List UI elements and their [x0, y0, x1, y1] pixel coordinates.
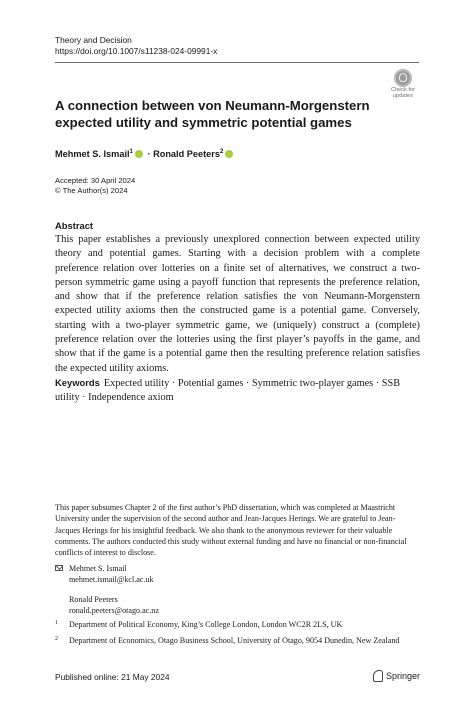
journal-name: Theory and Decision [55, 35, 132, 45]
author-separator: · [147, 149, 151, 159]
keywords-label: Keywords [55, 377, 100, 388]
title-footnote: This paper subsumes Chapter 2 of the first author’s PhD dissertation, which was completed at Maastricht University under the supervision of the second author and Jean-Jacques Herings. We are grateful to Jean-Jacques Herings for his insightful feedback. We also thank to the anonymous reviewer for their valuable comments. The authors conducted this study without external funding and have no financial or non-financial conflicts of interest to disclose. [55, 503, 407, 558]
published-online-date: Published online: 21 May 2024 [55, 672, 170, 682]
check-for-updates-badge[interactable] [386, 69, 420, 101]
affiliation-number: 1 [55, 620, 58, 626]
orcid-icon[interactable] [135, 150, 143, 158]
copyright-line: © The Author(s) 2024 [55, 186, 128, 195]
contact-email[interactable]: ronald.peeters@otago.ac.nz [69, 605, 159, 615]
check-for-updates-icon [394, 69, 412, 87]
abstract-text: This paper establishes a previously unexplored connection between expected utility theory and potential games. Starting with a decision problem with a complete preference relation over lotteries on a finite set of alternatives, we construct a two-person symmetric game using a payoff function that represents the preference relation, and show that if the preference relation satisfies the von Neumann-Morgenstern expected utility axioms then the constructed game is a potential game. Conversely, starting with a two-player symmetric game, we (uniquely) construct a (complete) preference relation over the lotteries using the first player’s payoffs in the game, and show that if the game is a potential game then the resulting preference relation satisfies the expected utility axioms. [55, 234, 420, 374]
affiliation-number: 2 [55, 636, 58, 642]
springer-logo[interactable] [373, 669, 423, 685]
envelope-icon [55, 565, 63, 571]
publisher-name: Springer [386, 671, 421, 681]
affiliation [55, 619, 420, 630]
affiliation [55, 635, 420, 646]
springer-horse-icon [373, 670, 383, 682]
author-affiliation-mark: 1 [129, 149, 133, 155]
keywords-list: Expected utility · Potential games · Symmetric two-player games · SSB utility · Independence axiom [55, 378, 401, 404]
author-name: Ronald Peeters [153, 149, 220, 159]
author-affiliation-mark: 2 [219, 149, 224, 155]
badge-line-1: Check for [391, 87, 415, 93]
affiliation-text: Department of Economics, Otago Business School, University of Otago, 9054 Dunedin, New Zealand [69, 636, 400, 645]
accepted-date: Accepted: 30 April 2024 [55, 176, 136, 185]
author-list [55, 146, 235, 160]
contact-email[interactable]: mehmet.ismail@kcl.ac.uk [69, 575, 154, 585]
header-rule [55, 62, 419, 63]
orcid-icon[interactable] [225, 150, 233, 158]
doi-link[interactable]: https://doi.org/10.1007/s11238-024-09991-x [55, 46, 218, 56]
author-name: Mehmet S. Ismail [55, 149, 130, 159]
affiliation-text: Department of Political Economy, King’s College London, London WC2R 2LS, UK [69, 620, 343, 629]
keywords-block [55, 376, 420, 406]
badge-line-2: updates [393, 93, 413, 100]
article-title: A connection between von Neumann-Morgenstern expected utility and symmetric potential games [55, 98, 370, 130]
contact-name: Mehmet S. Ismail [69, 564, 127, 573]
contact-name: Ronald Peeters [69, 594, 118, 604]
abstract-heading: Abstract [55, 220, 94, 231]
